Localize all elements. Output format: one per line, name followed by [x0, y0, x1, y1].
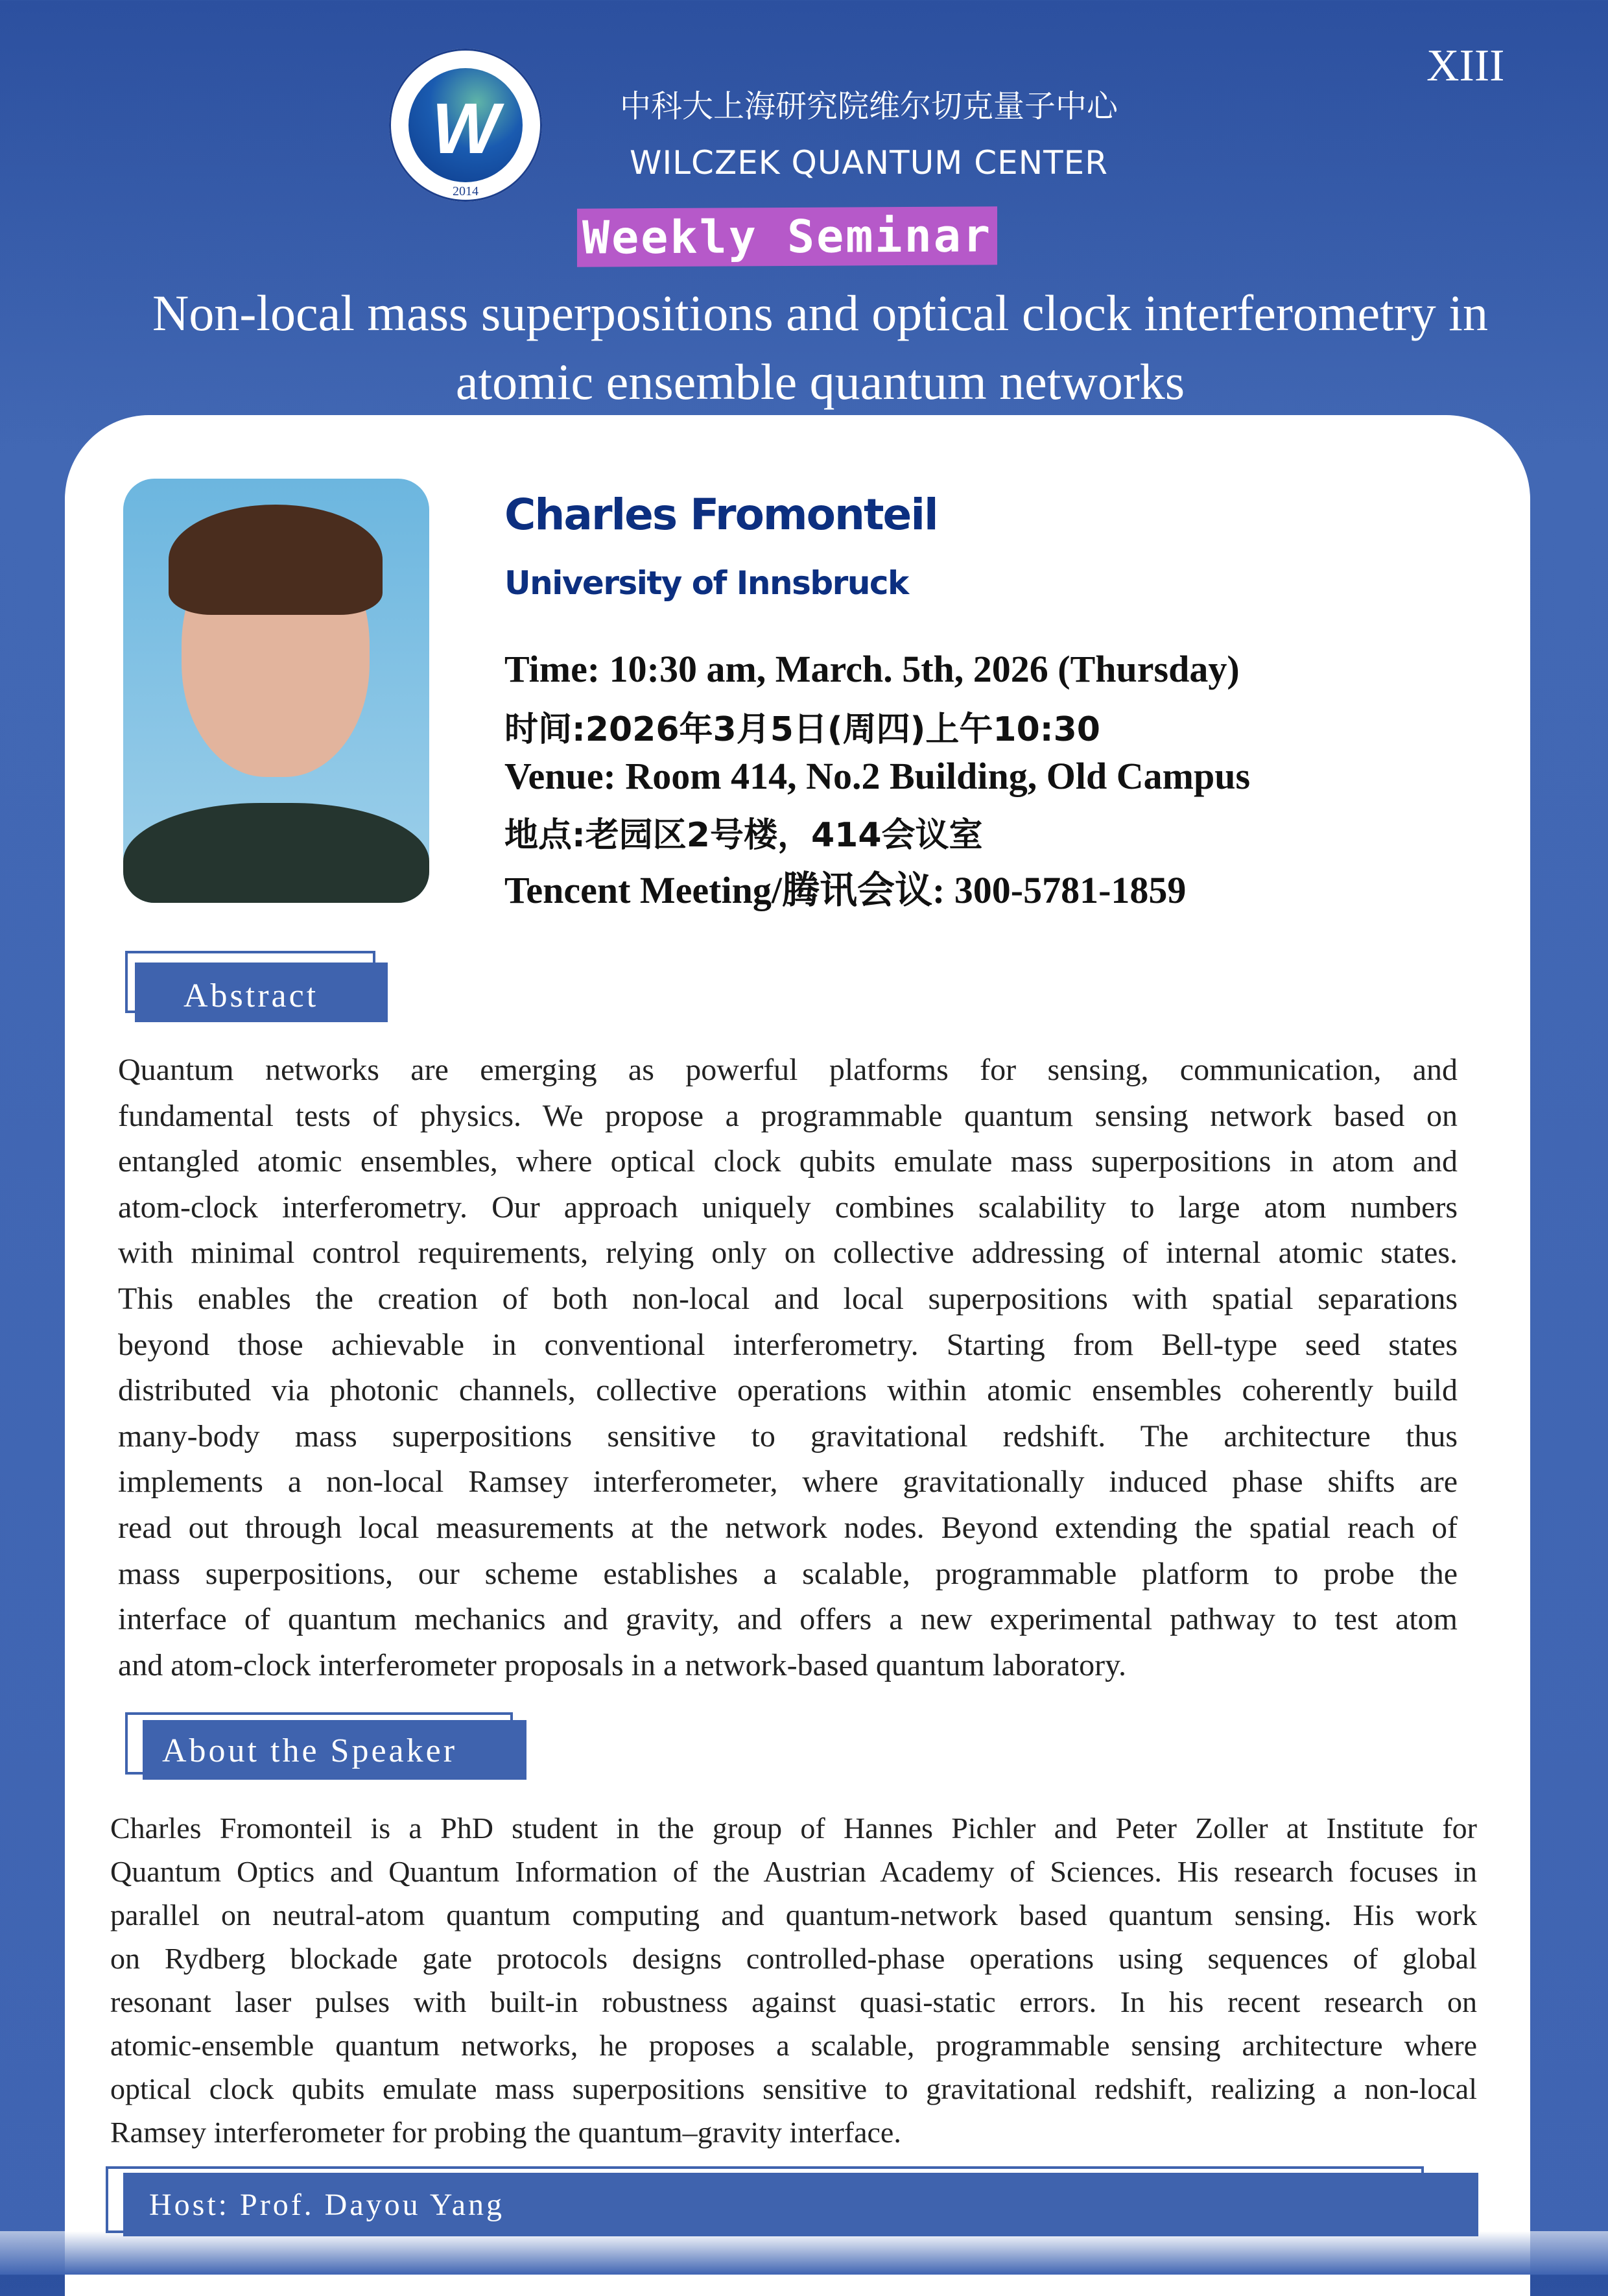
text-line: This enables the creation of both non-local and local superpositions with spatial separations: [118, 1281, 1458, 1316]
text-line: mass superpositions, our scheme establishes a scalable, programmable platform to probe the: [118, 1556, 1458, 1591]
text-line: Quantum networks are emerging as powerful platforms for sensing, communication, and: [118, 1053, 1458, 1087]
speaker-name: Charles Fromonteil: [504, 490, 938, 540]
text-line: and atom-clock interferometer proposals in a network-based quantum laboratory.: [118, 1647, 1127, 1682]
text-line: optical clock qubits emulate mass superpositions sensitive to gravitational redshift, realizing a non-local: [110, 2072, 1477, 2105]
text-line: implements a non-local Ramsey interferometer, where gravitationally induced phase shifts are: [118, 1465, 1458, 1500]
org-name-en: WILCZEK QUANTUM CENTER: [630, 144, 1108, 182]
meeting-id: Tencent Meeting/腾讯会议: 300-5781-1859: [504, 869, 1187, 911]
text-line: Quantum Optics and Quantum Information of the Austrian Academy of Sciences. His research focuses in: [110, 1855, 1477, 1888]
title-line: atomic ensemble quantum networks: [455, 353, 1185, 410]
text-line: atom-clock interferometry. Our approach uniquely combines scalability to large atom numbers: [118, 1190, 1458, 1225]
time-cn: 时间:2026年3月5日(周四)上午10:30: [504, 710, 1100, 749]
text-line: interface of quantum mechanics and gravity, and offers a new experimental pathway to test atom: [118, 1602, 1458, 1637]
abstract-text: [118, 1047, 1458, 1688]
text-line: many-body mass superpositions sensitive to gravitational redshift. The architecture thus: [118, 1418, 1458, 1453]
text-line: on Rydberg blockade gate protocols designs controlled-phase operations using sequences of global: [110, 1942, 1477, 1975]
logo-year: 2014: [453, 184, 479, 198]
about-speaker-text: [110, 1806, 1477, 2154]
title-line: Non-local mass superpositions and optical clock interferometry in: [152, 285, 1488, 341]
text-line: Ramsey interferometer for probing the quantum–gravity interface.: [110, 2116, 901, 2149]
speaker-photo: [123, 479, 429, 903]
text-line: fundamental tests of physics. We propose a programmable quantum sensing network based on: [118, 1098, 1458, 1133]
text-line: resonant laser pulses with built-in robustness against quasi-static errors. In his recent research on: [110, 1985, 1477, 2018]
text-line: atomic-ensemble quantum networks, he proposes a scalable, programmable sensing architecture where: [110, 2029, 1477, 2062]
text-line: with minimal control requirements, relying only on collective addressing of internal atomic states.: [118, 1236, 1458, 1271]
text-line: read out through local measurements at the network nodes. Beyond extending the spatial reach of: [118, 1510, 1458, 1545]
text-line: parallel on neutral-atom quantum computing and quantum-network based quantum sensing. His work: [110, 1898, 1477, 1931]
speaker-affiliation: University of Innsbruck: [504, 564, 908, 602]
venue-cn: 地点:老园区2号楼，414会议室: [504, 816, 983, 855]
text-line: entangled atomic ensembles, where optical clock qubits emulate mass superpositions in atom and: [118, 1144, 1458, 1179]
org-name-cn: 中科大上海研究院维尔切克量子中心: [619, 88, 1118, 125]
series-label: Weekly Seminar: [577, 206, 997, 267]
logo-letter: W: [432, 89, 499, 169]
text-line: distributed via photonic channels, collective operations within atomic ensembles coherently build: [118, 1373, 1458, 1408]
time-en: Time: 10:30 am, March. 5th, 2026 (Thursday): [504, 648, 1240, 690]
bottom-fade: [0, 2231, 1608, 2275]
venue-en: Venue: Room 414, No.2 Building, Old Campus: [504, 755, 1251, 797]
issue-number: XIII: [1426, 41, 1505, 91]
seminar-title: [65, 279, 1576, 416]
text-line: beyond those achievable in conventional interferometry. Starting from Bell-type seed states: [118, 1327, 1458, 1362]
text-line: Charles Fromonteil is a PhD student in the group of Hannes Pichler and Peter Zoller at Institute for: [110, 1812, 1477, 1845]
